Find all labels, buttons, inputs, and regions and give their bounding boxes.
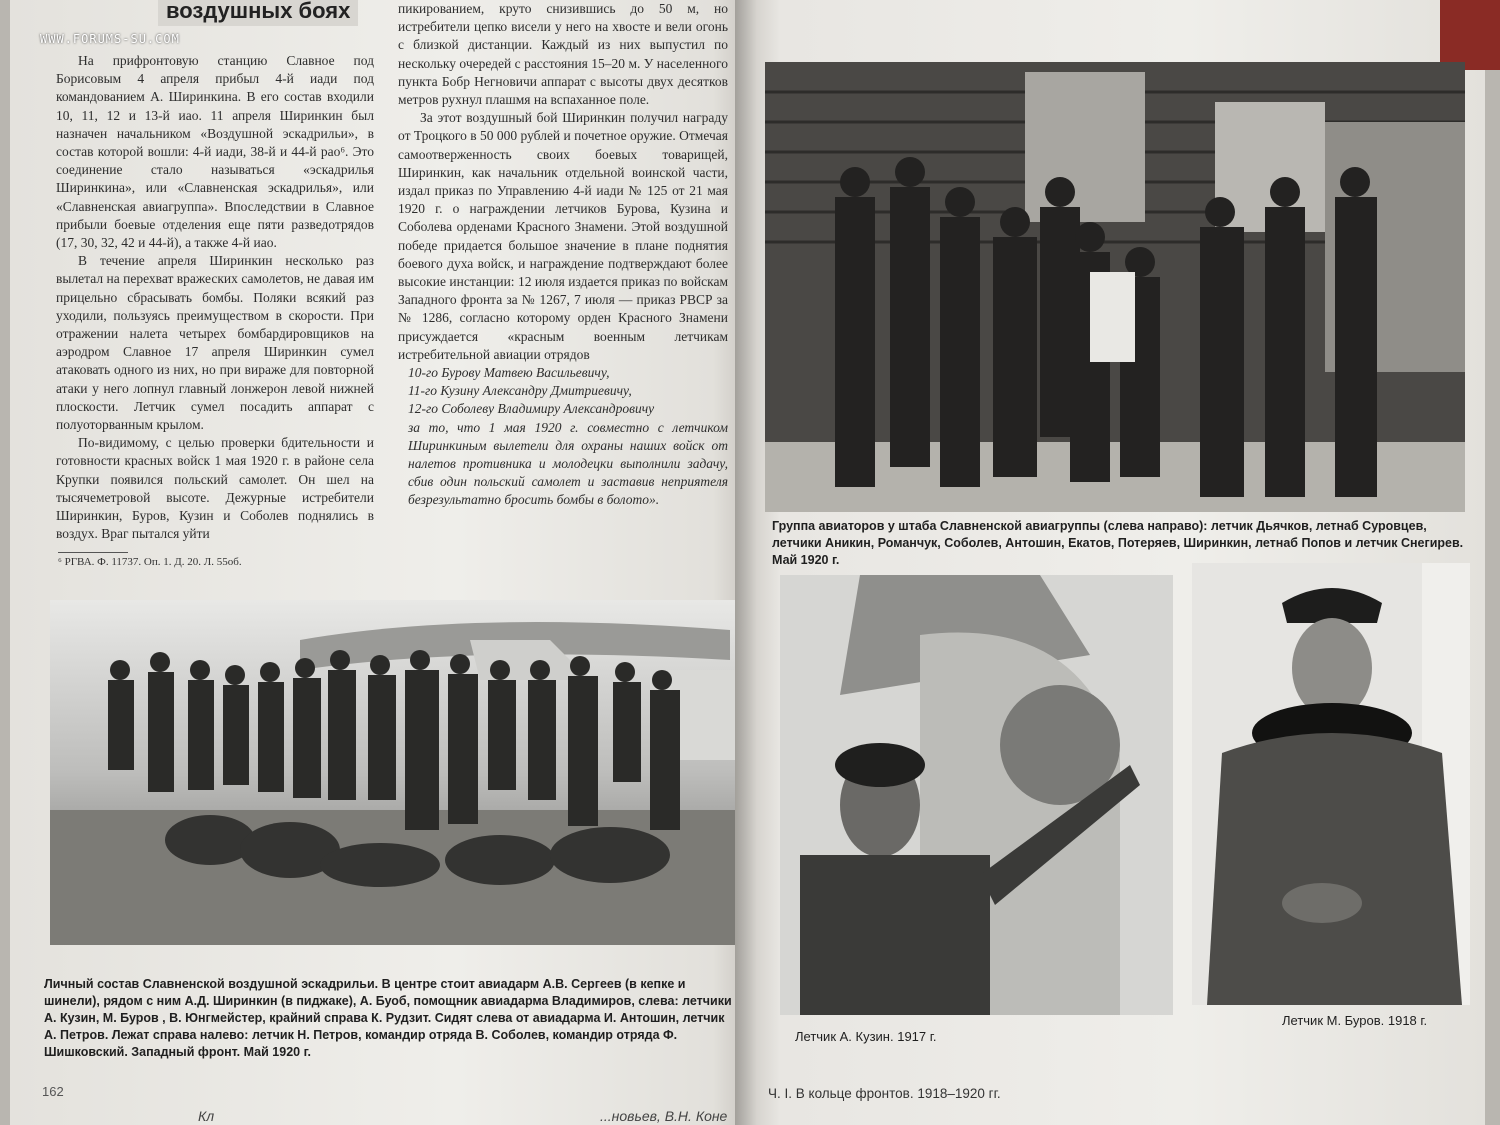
book-gutter [735,0,757,1125]
book-cover-edge [1440,0,1500,70]
citation-line: за то, что 1 мая 1920 г. совместно с летчиком Ширинкиным вылетели для охраны наших войск от налетов противника и молодецки выполнили задачу, сбив один польский самолет и заставив неприятеля безрезультатно бросить бомбы в болото». [408,419,728,508]
page-number: 162 [42,1084,64,1099]
chapter-heading: воздушных боях [158,0,358,26]
citation-line: 10-го Бурову Матвею Васильевичу, [408,365,610,381]
citation-line: 12-го Соболеву Владимиру Александровичу [408,401,655,417]
text-column-1 [56,52,374,543]
burov-portrait-photo [1192,563,1470,1005]
paragraph: пикированием, круто снизившись до 50 м, но истребители цепко висели у него на хвосте и вели огонь с близкой дистанции. Каждый из них выпустил по нескольку очередей с расстояния 15–20 м. У населенного пункта Бобр Негновичи аппарат с высоты двух десятков метров рухнул плашмя на вспаханное поле. [398,1,728,108]
paragraph: За этот воздушный бой Ширинкин получил награду от Троцкого в 50 000 рублей и почетное оружие. Отмечая самоотверженность своих боевых товарищей, Ширинкин, как начальник отдельной воинской части, издал приказ по Управлению 4-й иади № 125 от 21 мая 1920 г. о награждении летчиков Бурова, Кузина и Соболева орденами Красного Знамени. Этой воздушной победе придается большое значение в плане поднятия боевого духа войск, и награждение подтверждают более высокие инстанции: 12 июля издается приказ по войскам Западного фронта за № 1267, 7 июля — приказ РВСР за № 1286, согласно которому орден Красного Знамени присуждается «красным военным летчикам истребительной авиации отрядов [398,110,728,362]
kuzin-portrait-photo [780,575,1173,1015]
footnote-divider [58,552,128,553]
citation-line: 11-го Кузину Александру Дмитриевичу, [408,383,632,399]
running-footer-left: Кл [198,1108,215,1124]
watermark: WWW.FORUMS-SU.COM [40,32,180,46]
aviators-headquarters-photo [765,62,1465,512]
group-photo-caption: Личный состав Славненской воздушной эскадрильи. В центре стоит авиадарм А.В. Сергеев (в кепке и шинели), рядом с ним А.Д. Ширинкин (в пиджаке), А. Буоб, помощник авиадарма Владимиров, слева: летчики А. Кузин, М. Буров , В. Юнгмейстер, крайний справа К. Рудзит. Сидят слева от авиадарма И. Антошин, летчик А. Петров. Лежат справа налево: летчик Н. Петров, командир отряда В. Соболев, командир отряда Ф. Шишковский. Западный фронт. Май 1920 г. [44,977,732,1059]
paragraph: По-видимому, с целью проверки бдительности и готовности красных войск 1 мая 1920 г. в районе села Крупки появился польский самолет. Он шел на тысячеметровой высоте. Дежурные истребители Ширинкин, Буров, Кузин и Соболев поднялись в воздух. Враг пытался уйти [56,435,374,542]
text-column-2 [398,0,728,510]
burov-caption: Летчик М. Буров. 1918 г. [1282,1013,1428,1028]
footnote: ⁶ РГВА. Ф. 11737. Оп. 1. Д. 20. Л. 55об. [58,556,242,568]
running-footer-right: Ч. I. В кольце фронтов. 1918–1920 гг. [768,1086,1001,1101]
award-citation [408,364,728,510]
running-footer-author: ...новьев, В.Н. Коне [600,1108,728,1124]
squadron-group-photo [50,600,735,945]
paragraph: В течение апреля Ширинкин несколько раз вылетал на перехват вражеских самолетов, не давая им прицельно сбрасывать бомбы. Поляки всякий раз уходили, пользуясь преимуществом в скорости. При отражении налета четырех бомбардировщиков на аэродром Славное 17 апреля Ширинкин сумел атаковать одного из них, но при вираже для повторной атаки у него лопнул главный лонжерон левой нижней плоскости. Летчик сумел посадить аппарат с полуоторванным крылом. [56,253,374,433]
paragraph: На прифронтовую станцию Славное под Борисовым 4 апреля прибыл 4-й иади под командованием А. Ширинкина. В его состав входили 10, 11, 12 и 13-й иао. 11 апреля Ширинкин был назначен начальником «Воздушной эскадрильи», в состав которой вошли: 4-й иади, 38-й и 44-й рао⁶. Это соединение стало называться «эскадрилья Ширинкина», или «Славненская эскадрилья», или «Славненская авиагруппа». Впоследствии в Славное прибыли боевые отделения еще пяти разведотрядов (17, 30, 32, 42 и 44-й), а также 4-й иао. [56,53,374,251]
kuzin-caption: Летчик А. Кузин. 1917 г. [795,1029,937,1044]
headquarters-photo-caption: Группа авиаторов у штаба Славненской авиагруппы (слева направо): летчик Дьячков, летнаб Суровцев, летчики Аникин, Романчук, Соболев, Антошин, Екатов, Потеряев, Ширинкин, летнаб Попов и летчик Снегирев. Май 1920 г. [772,519,1464,567]
